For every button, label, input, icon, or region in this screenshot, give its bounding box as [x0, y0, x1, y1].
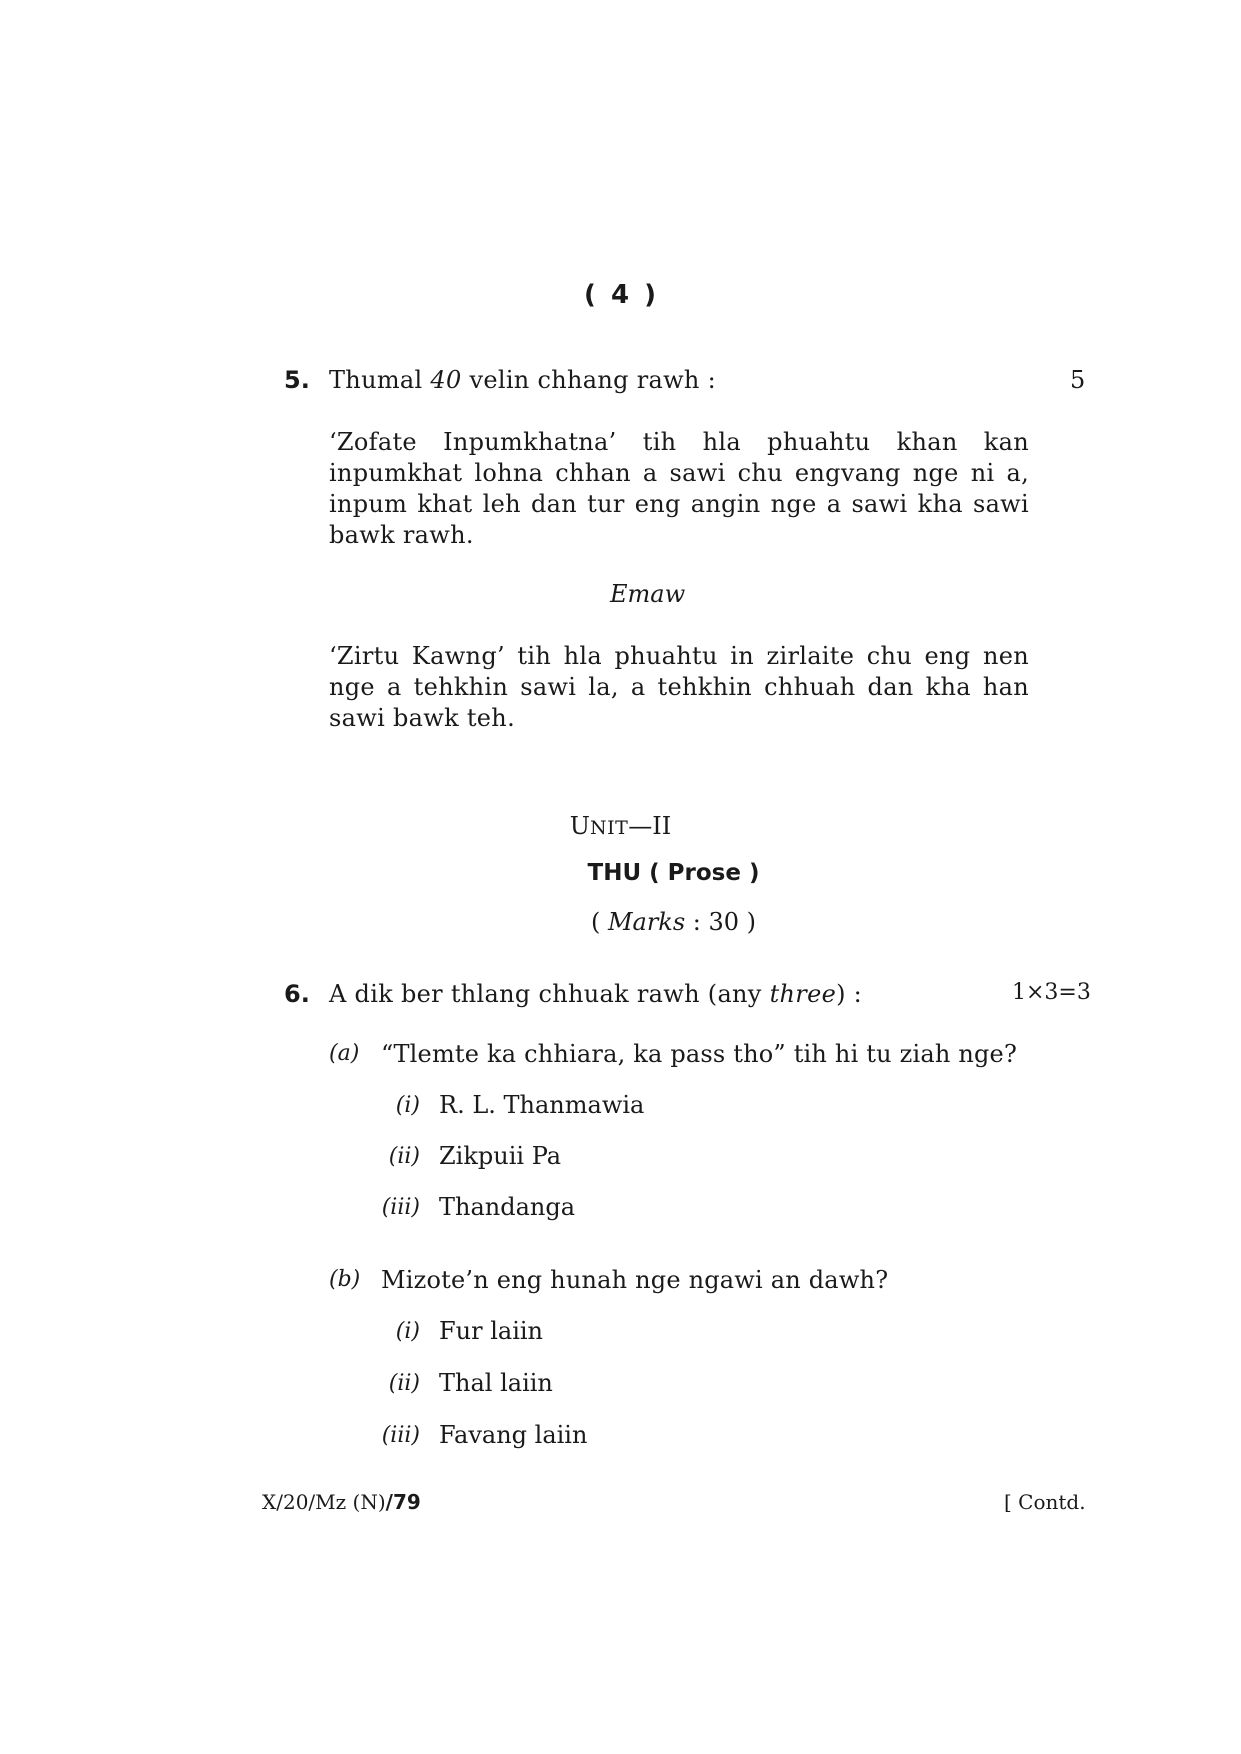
- question-6-text-after: ) :: [836, 980, 863, 1008]
- unit-marks: [0, 908, 1241, 936]
- question-6-prompt: [329, 980, 862, 1008]
- option-b-ii-roman: (ii): [388, 1371, 420, 1396]
- question-5-text-after: velin chhang rawh :: [461, 366, 716, 394]
- question-6-text-italic: three: [769, 980, 837, 1008]
- question-6-text-before: A dik ber thlang chhuak rawh (any: [329, 980, 770, 1008]
- unit-title: THU ( Prose ): [587, 860, 760, 886]
- option-b-ii-text: Thal laiin: [439, 1369, 553, 1397]
- question-5-prompt: [329, 366, 716, 394]
- option-b-iii-roman: (iii): [381, 1423, 420, 1448]
- option-a-iii-text: Thandanga: [439, 1193, 576, 1221]
- unit-first-letter: U: [569, 812, 590, 840]
- option-a-i-text: R. L. Thanmawia: [439, 1091, 645, 1119]
- question-6-number: 6.: [284, 980, 310, 1008]
- unit-suffix: —II: [628, 812, 672, 840]
- option-b-iii-text: Favang laiin: [439, 1421, 588, 1449]
- subquestion-b-label: (b): [329, 1267, 361, 1292]
- question-5-or: Emaw: [610, 580, 686, 608]
- footer-code-prefix: X/20/Mz (N): [262, 1490, 386, 1514]
- unit-rest: NIT: [589, 817, 629, 839]
- unit-marks-open: (: [590, 908, 608, 936]
- subquestion-b-text: Mizote’n eng hunah nge ngawi an dawh?: [381, 1266, 889, 1294]
- option-a-i-roman: (i): [395, 1093, 420, 1118]
- question-5-paragraph-2: ‘Zirtu Kawng’ tih hla phuahtu in zirlaite chu eng nen nge a tehkhin sawi la, a tehkhin chhuah dan kha han sawi bawk teh.: [329, 642, 1029, 732]
- option-a-ii-text: Zikpuii Pa: [439, 1142, 562, 1170]
- option-b-i-roman: (i): [395, 1319, 420, 1344]
- question-5-paragraph-1: ‘Zofate Inpumkhatna’ tih hla phuahtu khan kan inpumkhat lohna chhan a sawi chu engvang nge ni a, inpum khat leh dan tur eng angin nge a sawi kha sawi bawk rawh.: [329, 428, 1029, 549]
- option-a-ii-roman: (ii): [388, 1144, 420, 1169]
- question-6-marks: 1×3=3: [1012, 980, 1091, 1005]
- option-b-i-text: Fur laiin: [439, 1317, 544, 1345]
- footer-contd: [ Contd.: [1004, 1490, 1086, 1514]
- unit-marks-value: : 30 ): [685, 908, 757, 936]
- unit-marks-label: Marks: [607, 908, 686, 936]
- question-5-number: 5.: [284, 366, 310, 394]
- subquestion-a-label: (a): [329, 1041, 360, 1066]
- page-number: ( 4 ): [584, 280, 656, 310]
- unit-heading: [0, 812, 1241, 840]
- option-a-iii-roman: (iii): [381, 1195, 420, 1220]
- footer-code: [262, 1490, 421, 1514]
- question-5-marks: 5: [1070, 366, 1086, 394]
- question-5-text-italic: 40: [430, 366, 462, 394]
- subquestion-a-text: “Tlemte ka chhiara, ka pass tho” tih hi tu ziah nge?: [381, 1040, 1018, 1068]
- question-5-text-before: Thumal: [329, 366, 431, 394]
- footer-code-bold: /79: [385, 1490, 421, 1514]
